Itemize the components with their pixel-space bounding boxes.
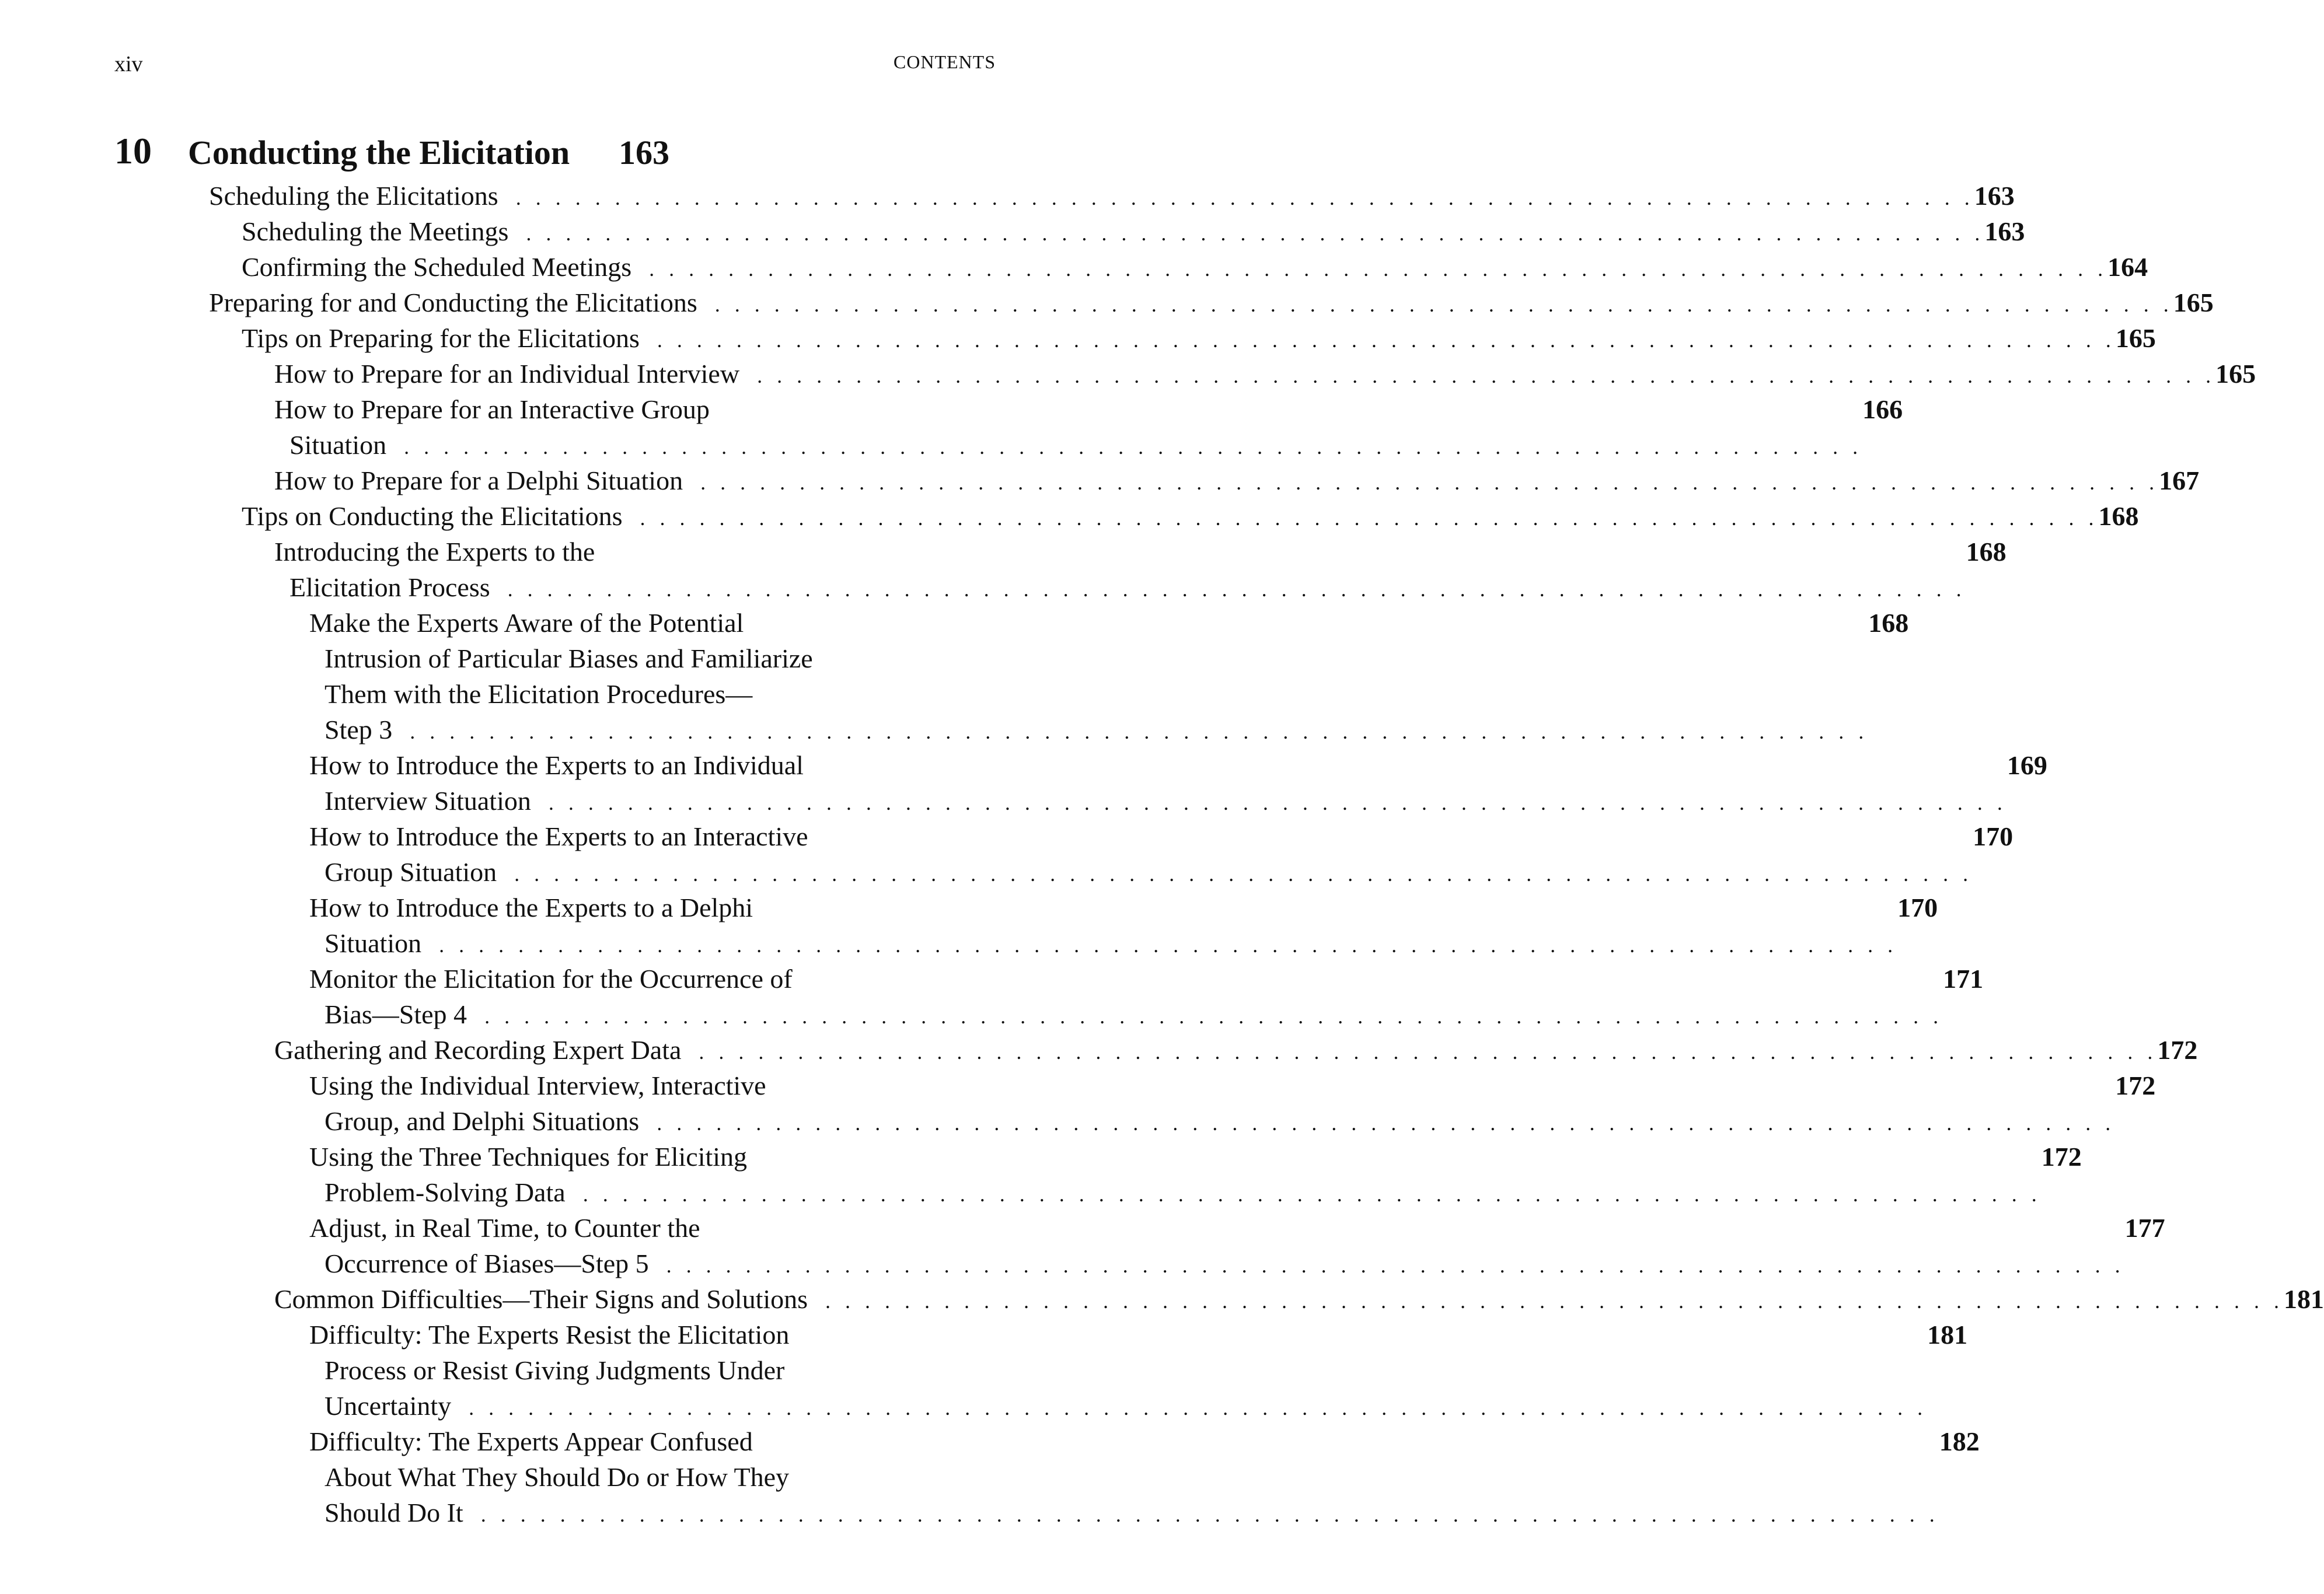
toc-entry-title <box>209 961 1943 1032</box>
dot-leader: . . . . . . . . . . . . . . . . . . . . . . . . . . . . . . . . . . . . . . . . . . . . . . . . . . . . . . . . . . . . . . . . . . . . . . . . . . <box>514 862 1973 886</box>
toc-entry-label: Step 3 <box>324 715 393 744</box>
toc-entry-title <box>209 1317 1927 1424</box>
toc-entry-label: Difficulty: The Experts Resist the Elicitation <box>309 1320 790 1350</box>
toc-page-number: 172 <box>2115 1071 2156 1100</box>
toc-entry-label: Preparing for and Conducting the Elicitations <box>209 288 697 317</box>
toc-entry-title <box>209 1068 2115 1139</box>
toc-entry[interactable] <box>209 178 2015 214</box>
toc-page-number: 181 <box>2284 1284 2324 1314</box>
toc-entry-label: Scheduling the Elicitations <box>209 181 498 211</box>
toc-entry-label: Group Situation <box>324 857 497 887</box>
toc-page-number: 170 <box>1897 893 1938 922</box>
toc-entry[interactable] <box>209 1068 2156 1139</box>
toc-entry-label: Using the Individual Interview, Interactive <box>309 1071 766 1100</box>
toc-entry-label: How to Introduce the Experts to an Individual <box>309 750 804 780</box>
chapter-page: 163 <box>619 134 669 172</box>
toc-entry[interactable] <box>209 391 1903 463</box>
dot-leader: . . . . . . . . . . . . . . . . . . . . . . . . . . . . . . . . . . . . . . . . . . . . . . . . . . . . . . . . . . . . . . . . . . . . . . . . . . <box>666 1254 2125 1277</box>
toc-entry-title <box>209 249 2107 285</box>
toc-entry-title <box>209 1281 2284 1317</box>
toc-entry-title <box>209 1139 2042 1210</box>
toc-entry[interactable] <box>209 890 1938 961</box>
toc-page-number: 171 <box>1943 964 1984 994</box>
toc-page-number: 163 <box>1974 181 2015 211</box>
toc-entry-label: Tips on Preparing for the Elicitations <box>242 323 640 353</box>
toc-entry-title <box>209 320 2116 356</box>
toc-entry-title <box>209 1032 2157 1068</box>
toc-entry-label: How to Prepare for an Interactive Group <box>274 394 710 424</box>
dot-leader: . . . . . . . . . . . . . . . . . . . . . . . . . . . . . . . . . . . . . . . . . . . . . . . . . . . . . . . . . . . . . . . . . . . . . . . . . . <box>515 186 1974 209</box>
toc-entry[interactable] <box>209 285 2214 320</box>
dot-leader: . . . . . . . . . . . . . . . . . . . . . . . . . . . . . . . . . . . . . . . . . . . . . . . . . . . . . . . . . . . . . . . . . . . . . . . . . . <box>757 364 2216 387</box>
dot-leader: . . . . . . . . . . . . . . . . . . . . . . . . . . . . . . . . . . . . . . . . . . . . . . . . . . . . . . . . . . . . . . . . . . . . . . . . . . <box>484 1005 1943 1028</box>
toc-page-number: 163 <box>1984 216 2025 246</box>
toc-entry-label: Difficulty: The Experts Appear Confused <box>309 1427 753 1456</box>
toc-entry-label: Group, and Delphi Situations <box>324 1106 640 1136</box>
toc-page-number: 170 <box>1973 822 2014 851</box>
toc-entry-label: How to Prepare for an Individual Interview <box>274 359 740 389</box>
toc-entry-label: Should Do It <box>324 1498 463 1527</box>
toc-entry-title <box>209 1424 1939 1530</box>
toc-entry-label: Them with the Elicitation Procedures— <box>324 679 753 709</box>
chapter-title: Conducting the Elicitation <box>188 134 570 172</box>
toc-entry-label: About What They Should Do or How They <box>324 1462 789 1492</box>
dot-leader: . . . . . . . . . . . . . . . . . . . . . . . . . . . . . . . . . . . . . . . . . . . . . . . . . . . . . . . . . . . . . . . . . . . . . . . . . . <box>657 1111 2116 1135</box>
toc-page-number: 172 <box>2041 1142 2082 1172</box>
toc-entry[interactable] <box>209 249 2148 285</box>
toc-entry-label: Common Difficulties—Their Signs and Solutions <box>274 1284 808 1314</box>
toc-entry-label: How to Introduce the Experts to a Delphi <box>309 893 753 922</box>
toc-entry-title <box>209 463 2159 498</box>
toc-entry-label: Problem-Solving Data <box>324 1177 566 1207</box>
toc-page-number: 181 <box>1927 1320 1968 1350</box>
toc-entry-label: Tips on Conducting the Elicitations <box>242 501 623 531</box>
toc-entry-title <box>209 178 1974 214</box>
toc-entry-label: Uncertainty <box>324 1391 452 1421</box>
toc-entry-label: Elicitation Process <box>289 572 490 602</box>
toc-entry-label: Introducing the Experts to the <box>274 537 595 567</box>
toc-entry-label: How to Prepare for a Delphi Situation <box>274 466 683 495</box>
toc-entry[interactable] <box>209 605 1909 747</box>
toc-entry-title <box>209 391 1862 463</box>
toc-entry[interactable] <box>209 747 2047 819</box>
toc-entry[interactable] <box>209 1032 2198 1068</box>
dot-leader: . . . . . . . . . . . . . . . . . . . . . . . . . . . . . . . . . . . . . . . . . . . . . . . . . . . . . . . . . . . . . . . . . . . . . . . . . . <box>582 1183 2042 1206</box>
toc-entry-title <box>209 356 2215 391</box>
toc-entry-label: Using the Three Techniques for Eliciting <box>309 1142 748 1172</box>
dot-leader: . . . . . . . . . . . . . . . . . . . . . . . . . . . . . . . . . . . . . . . . . . . . . . . . . . . . . . . . . . . . . . . . . . . . . . . . . . <box>439 934 1898 957</box>
toc-entry[interactable] <box>209 1317 1968 1424</box>
toc-page-number: 164 <box>2107 252 2148 282</box>
table-of-contents <box>209 178 2324 1530</box>
toc-entry[interactable] <box>209 214 2025 249</box>
dot-leader: . . . . . . . . . . . . . . . . . . . . . . . . . . . . . . . . . . . . . . . . . . . . . . . . . . . . . . . . . . . . . . . . . . . . . . . . . . <box>480 1503 1939 1526</box>
dot-leader: . . . . . . . . . . . . . . . . . . . . . . . . . . . . . . . . . . . . . . . . . . . . . . . . . . . . . . . . . . . . . . . . . . . . . . . . . . <box>825 1289 2284 1313</box>
dot-leader: . . . . . . . . . . . . . . . . . . . . . . . . . . . . . . . . . . . . . . . . . . . . . . . . . . . . . . . . . . . . . . . . . . . . . . . . . . <box>649 257 2108 281</box>
toc-entry[interactable] <box>209 320 2156 356</box>
toc-entry-label: How to Introduce the Experts to an Interactive <box>309 822 808 851</box>
toc-entry[interactable] <box>209 534 2007 605</box>
toc-entry[interactable] <box>209 1139 2082 1210</box>
page-number-roman: xiv <box>114 52 143 76</box>
toc-entry[interactable] <box>209 961 1984 1032</box>
dot-leader: . . . . . . . . . . . . . . . . . . . . . . . . . . . . . . . . . . . . . . . . . . . . . . . . . . . . . . . . . . . . . . . . . . . . . . . . . . <box>700 471 2159 494</box>
toc-entry-title <box>209 498 2099 534</box>
toc-page-number: 168 <box>2098 501 2139 531</box>
toc-entry-title <box>209 747 2007 819</box>
toc-page-number: 182 <box>1939 1427 1980 1456</box>
toc-entry-label: Adjust, in Real Time, to Counter the <box>309 1213 700 1243</box>
toc-page-number: 165 <box>2215 359 2256 389</box>
dot-leader: . . . . . . . . . . . . . . . . . . . . . . . . . . . . . . . . . . . . . . . . . . . . . . . . . . . . . . . . . . . . . . . . . . . . . . . . . . <box>526 222 1985 245</box>
toc-entry-label: Process or Resist Giving Judgments Under <box>324 1355 785 1385</box>
toc-entry-label: Make the Experts Aware of the Potential <box>309 608 744 638</box>
toc-page-number: 168 <box>1966 537 2007 567</box>
chapter-number: 10 <box>114 130 152 172</box>
dot-leader: . . . . . . . . . . . . . . . . . . . . . . . . . . . . . . . . . . . . . . . . . . . . . . . . . . . . . . . . . . . . . . . . . . . . . . . . . . <box>714 293 2173 316</box>
toc-entry[interactable] <box>209 498 2139 534</box>
toc-entry-label: Bias—Step 4 <box>324 999 467 1029</box>
dot-leader: . . . . . . . . . . . . . . . . . . . . . . . . . . . . . . . . . . . . . . . . . . . . . . . . . . . . . . . . . . . . . . . . . . . . . . . . . . <box>640 506 2099 530</box>
toc-entry[interactable] <box>209 819 2014 890</box>
toc-entry-title <box>209 285 2173 320</box>
toc-entry-title <box>209 1210 2125 1281</box>
running-header: CONTENTS <box>893 51 996 72</box>
dot-leader: . . . . . . . . . . . . . . . . . . . . . . . . . . . . . . . . . . . . . . . . . . . . . . . . . . . . . . . . . . . . . . . . . . . . . . . . . . <box>469 1396 1928 1420</box>
toc-entry[interactable] <box>209 463 2200 498</box>
toc-entry-label: Situation <box>289 430 387 460</box>
toc-entry-label: Confirming the Scheduled Meetings <box>242 252 632 282</box>
toc-entry[interactable] <box>209 356 2256 391</box>
toc-entry-title <box>209 214 1984 249</box>
toc-entry-label: Intrusion of Particular Biases and Familiarize <box>324 644 813 673</box>
toc-page-number: 165 <box>2173 288 2214 317</box>
toc-entry-title <box>209 605 1868 747</box>
dot-leader: . . . . . . . . . . . . . . . . . . . . . . . . . . . . . . . . . . . . . . . . . . . . . . . . . . . . . . . . . . . . . . . . . . . . . . . . . . <box>699 1040 2158 1064</box>
toc-entry-title <box>209 819 1973 890</box>
toc-entry-label: Occurrence of Biases—Step 5 <box>324 1249 649 1278</box>
toc-page-number: 165 <box>2115 323 2156 353</box>
dot-leader: . . . . . . . . . . . . . . . . . . . . . . . . . . . . . . . . . . . . . . . . . . . . . . . . . . . . . . . . . . . . . . . . . . . . . . . . . . <box>410 720 1869 743</box>
toc-page-number: 168 <box>1868 608 1909 638</box>
toc-entry-label: Interview Situation <box>324 786 531 816</box>
dot-leader: . . . . . . . . . . . . . . . . . . . . . . . . . . . . . . . . . . . . . . . . . . . . . . . . . . . . . . . . . . . . . . . . . . . . . . . . . . <box>657 328 2116 352</box>
toc-entry-title <box>209 890 1897 961</box>
dot-leader: . . . . . . . . . . . . . . . . . . . . . . . . . . . . . . . . . . . . . . . . . . . . . . . . . . . . . . . . . . . . . . . . . . . . . . . . . . <box>404 435 1863 459</box>
toc-entry-label: Situation <box>324 928 422 958</box>
toc-page-number: 167 <box>2159 466 2200 495</box>
toc-entry[interactable] <box>209 1210 2165 1281</box>
toc-page-number: 166 <box>1862 394 1903 424</box>
dot-leader: . . . . . . . . . . . . . . . . . . . . . . . . . . . . . . . . . . . . . . . . . . . . . . . . . . . . . . . . . . . . . . . . . . . . . . . . . . <box>507 578 1966 601</box>
toc-page-number: 177 <box>2124 1213 2165 1243</box>
toc-page-number: 169 <box>2007 750 2047 780</box>
toc-entry-label: Gathering and Recording Expert Data <box>274 1035 682 1065</box>
toc-entry-label: Monitor the Elicitation for the Occurrence of <box>309 964 793 994</box>
toc-entry[interactable] <box>209 1281 2324 1317</box>
toc-entry-label: Scheduling the Meetings <box>242 216 509 246</box>
dot-leader: . . . . . . . . . . . . . . . . . . . . . . . . . . . . . . . . . . . . . . . . . . . . . . . . . . . . . . . . . . . . . . . . . . . . . . . . . . <box>548 791 2007 815</box>
toc-page-number: 172 <box>2157 1035 2198 1065</box>
toc-entry-title <box>209 534 1966 605</box>
toc-entry[interactable] <box>209 1424 1980 1530</box>
